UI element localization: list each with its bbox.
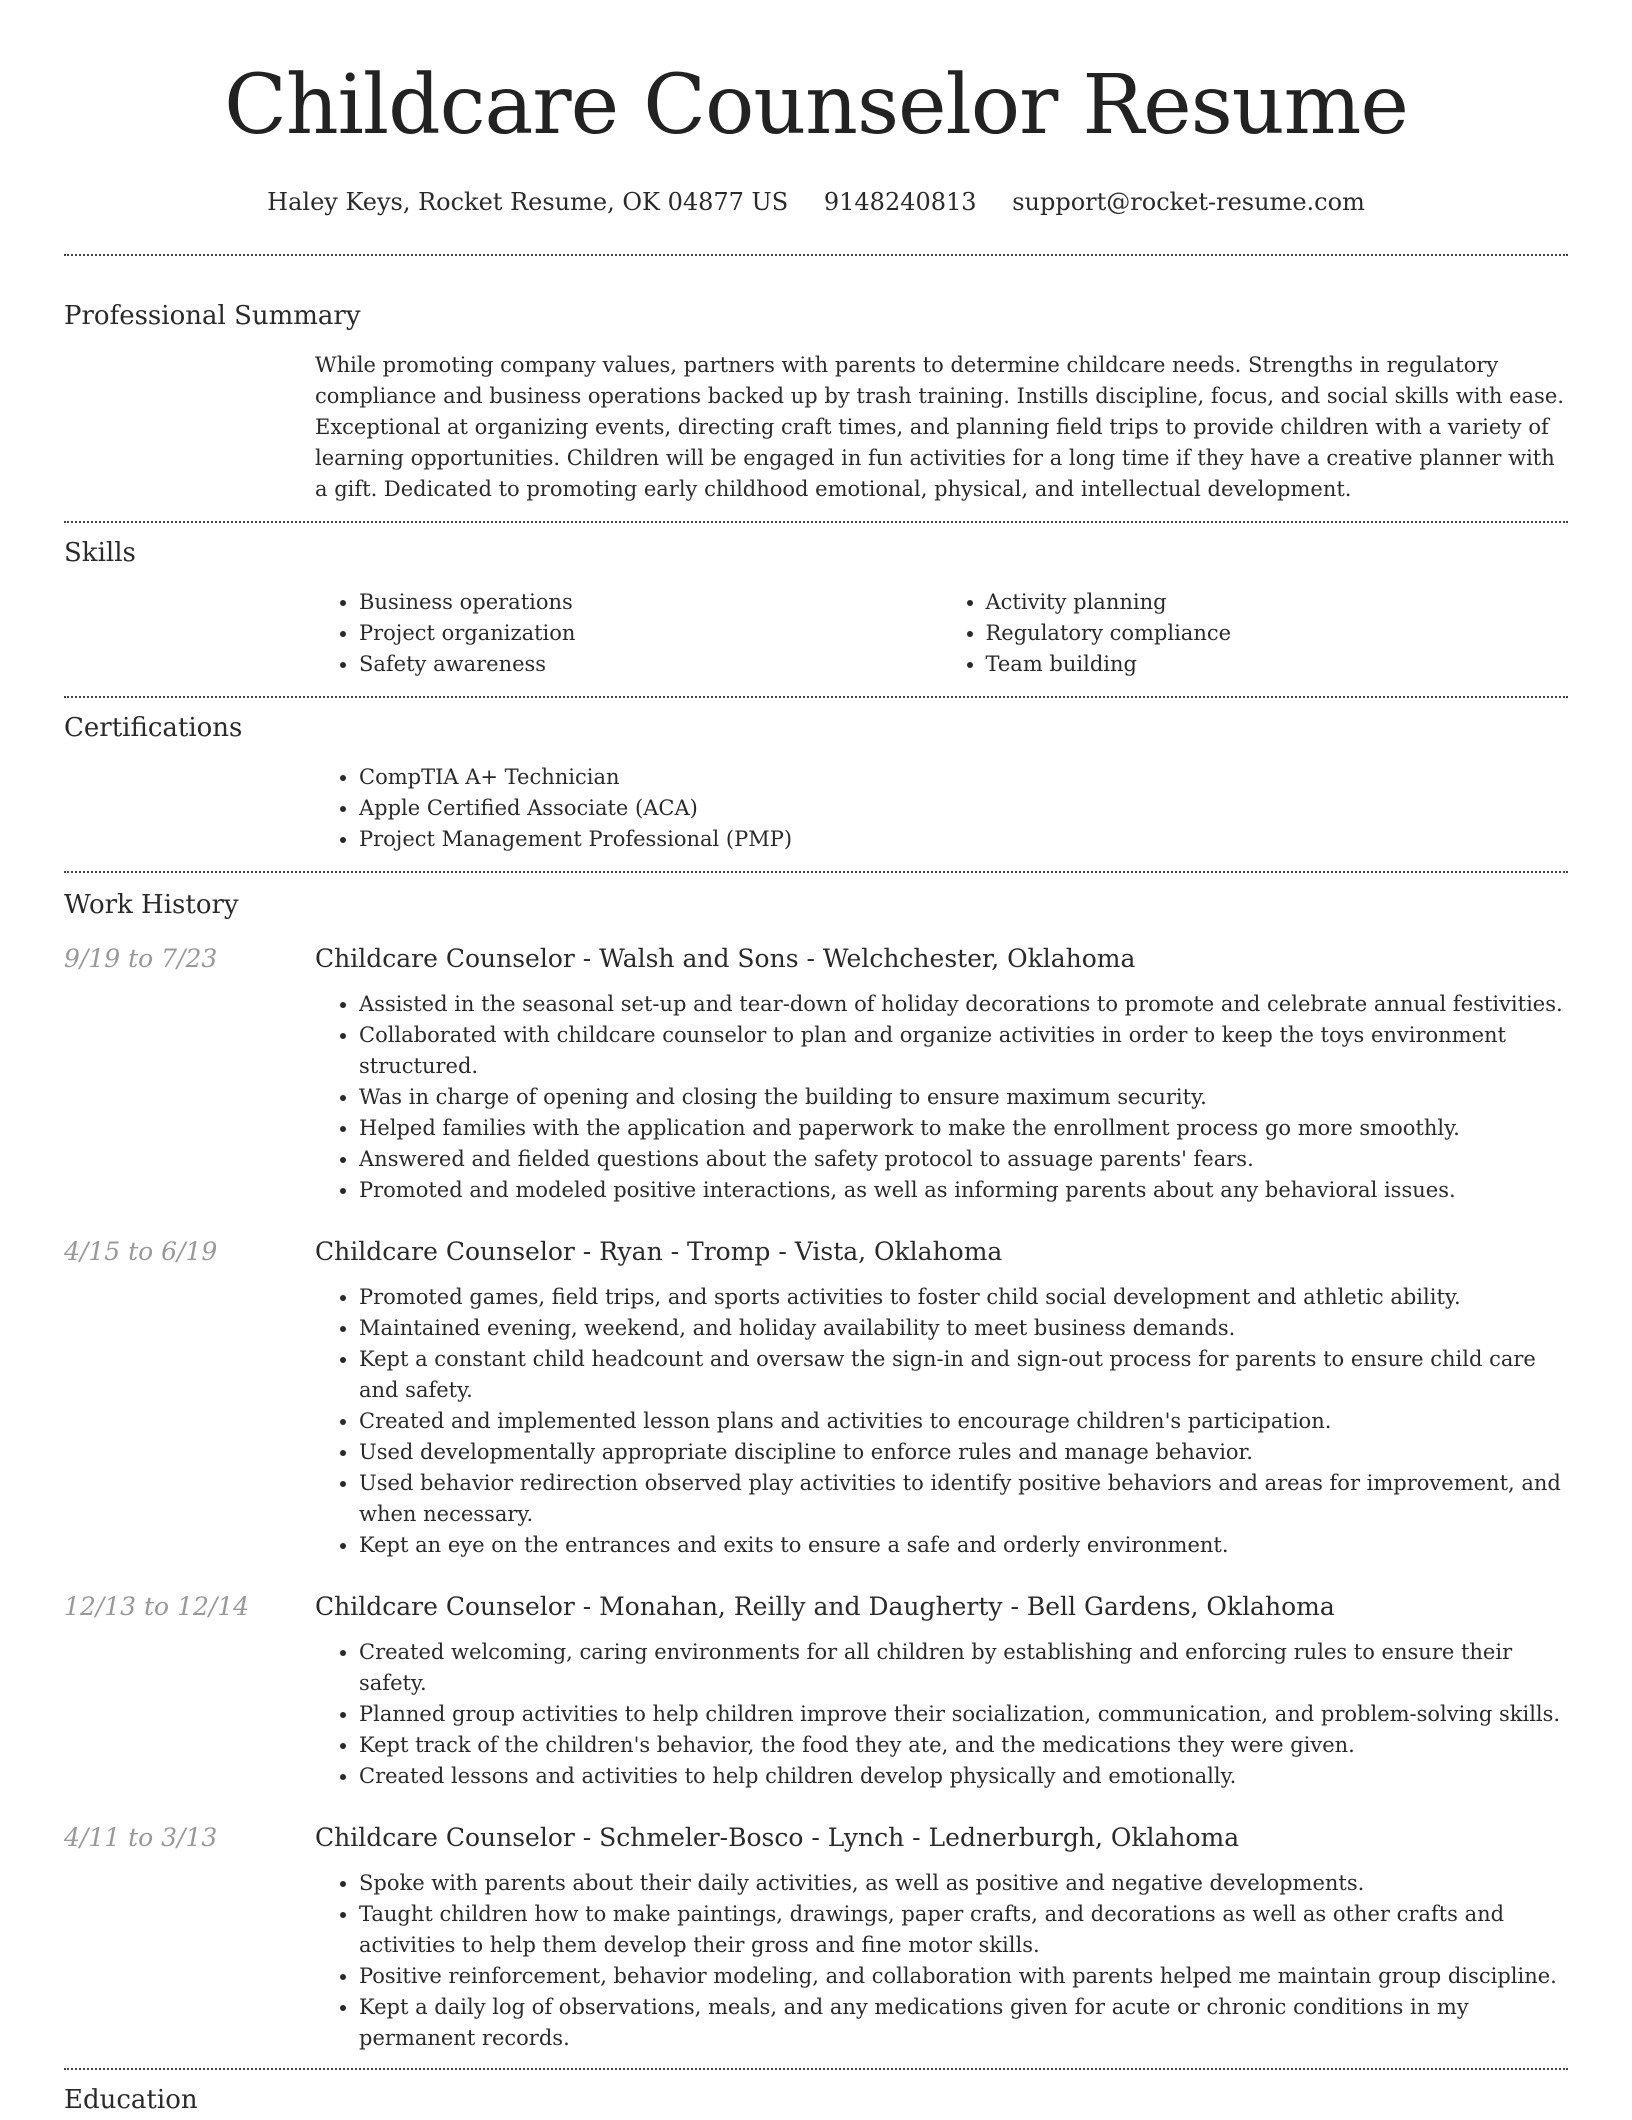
job-entry xyxy=(64,1234,1568,1561)
job-bullet: • Positive reinforcement, behavior modeling, and collaboration with parents helped me maintain group discipline. xyxy=(359,1961,1568,1992)
summary-heading: Professional Summary xyxy=(64,301,361,331)
job-bullet: • Kept a constant child headcount and oversaw the sign-in and sign-out process for parents to ensure child care and safety. xyxy=(359,1344,1568,1406)
job-title: Childcare Counselor - Schmeler-Bosco - Lynch - Lednerburgh, Oklahoma xyxy=(315,1823,1240,1852)
summary-text: While promoting company values, partners with parents to determine childcare needs. Strengths in regulatory compliance and business operations backed up by trash training. Instills discipline, focus, and social skills with ease. Exceptional at organizing events, directing craft times, and planning field trips to provide children with a variety of learning opportunities. Children will be engaged in fun activities for a long time if they have a creative planner with a gift. Dedicated to promoting early childhood emotional, physical, and intellectual development. xyxy=(315,353,1564,501)
divider xyxy=(64,696,1568,698)
job-bullet: • Promoted and modeled positive interactions, as well as informing parents about any behavioral issues. xyxy=(359,1175,1568,1206)
job-bullet: • Spoke with parents about their daily activities, as well as positive and negative developments. xyxy=(359,1868,1568,1899)
contact-email: support@rocket-resume.com xyxy=(1012,188,1365,216)
job-bullet: • Promoted games, field trips, and sports activities to foster child social development and athletic ability. xyxy=(359,1282,1568,1313)
job-bullet: • Maintained evening, weekend, and holiday availability to meet business demands. xyxy=(359,1313,1568,1344)
job-bullets xyxy=(315,1868,1568,2054)
job-bullet: • Taught children how to make paintings, drawings, paper crafts, and decorations as well as other crafts and activities to help them develop their gross and fine motor skills. xyxy=(359,1899,1568,1961)
job-dates: 9/19 to 7/23 xyxy=(64,944,218,973)
job-bullet: • Planned group activities to help children improve their socialization, communication, and problem-solving skills. xyxy=(359,1699,1568,1730)
job-bullet: • Created and implemented lesson plans and activities to encourage children's participation. xyxy=(359,1406,1568,1437)
skills-heading: Skills xyxy=(64,538,136,568)
job-dates: 4/15 to 6/19 xyxy=(64,1237,218,1266)
divider xyxy=(64,254,1568,256)
certifications-list xyxy=(315,762,1568,855)
job-bullet: • Created welcoming, caring environments for all children by establishing and enforcing rules to ensure their safety. xyxy=(359,1637,1568,1699)
certification-item: • CompTIA A+ Technician xyxy=(359,762,1568,793)
job-bullet: • Collaborated with childcare counselor to plan and organize activities in order to keep the toys environment structured. xyxy=(359,1020,1568,1082)
skill-item: • Regulatory compliance xyxy=(986,618,1569,649)
certifications-heading: Certifications xyxy=(64,713,243,743)
education-heading: Education xyxy=(64,2085,198,2115)
job-entry xyxy=(64,1589,1568,1792)
job-title: Childcare Counselor - Walsh and Sons - Welchchester, Oklahoma xyxy=(315,944,1136,973)
divider xyxy=(64,2068,1568,2070)
contact-phone: 9148240813 xyxy=(823,188,977,216)
skill-item: • Activity planning xyxy=(986,587,1569,618)
divider xyxy=(64,521,1568,523)
job-bullet: • Used developmentally appropriate discipline to enforce rules and manage behavior. xyxy=(359,1437,1568,1468)
work-heading: Work History xyxy=(64,890,239,920)
job-dates: 4/11 to 3/13 xyxy=(64,1823,218,1852)
job-bullets xyxy=(315,1282,1568,1561)
job-bullet: • Helped families with the application and paperwork to make the enrollment process go more smoothly. xyxy=(359,1113,1568,1144)
job-bullets xyxy=(315,1637,1568,1792)
skills-column-left xyxy=(315,587,942,680)
divider xyxy=(64,871,1568,873)
job-title: Childcare Counselor - Monahan, Reilly and Daugherty - Bell Gardens, Oklahoma xyxy=(315,1592,1335,1621)
job-title: Childcare Counselor - Ryan - Tromp - Vista, Oklahoma xyxy=(315,1237,1003,1266)
job-entry xyxy=(64,941,1568,1206)
skill-item: • Business operations xyxy=(359,587,942,618)
skills-list xyxy=(315,587,1568,680)
contact-line xyxy=(64,184,1568,220)
skill-item: • Project organization xyxy=(359,618,942,649)
job-entry xyxy=(64,1820,1568,2054)
job-bullet: • Kept a daily log of observations, meals, and any medications given for acute or chronic conditions in my permanent records. xyxy=(359,1992,1568,2054)
job-bullet: • Was in charge of opening and closing the building to ensure maximum security. xyxy=(359,1082,1568,1113)
job-bullet: • Assisted in the seasonal set-up and tear-down of holiday decorations to promote and celebrate annual festivities. xyxy=(359,989,1568,1020)
contact-address: Haley Keys, Rocket Resume, OK 04877 US xyxy=(267,188,789,216)
job-bullet: • Kept track of the children's behavior, the food they ate, and the medications they were given. xyxy=(359,1730,1568,1761)
job-bullet: • Kept an eye on the entrances and exits to ensure a safe and orderly environment. xyxy=(359,1530,1568,1561)
skill-item: • Safety awareness xyxy=(359,649,942,680)
resume-page xyxy=(64,0,1568,2120)
job-bullet: • Answered and fielded questions about the safety protocol to assuage parents' fears. xyxy=(359,1144,1568,1175)
job-bullet: • Created lessons and activities to help children develop physically and emotionally. xyxy=(359,1761,1568,1792)
job-bullet: • Used behavior redirection observed play activities to identify positive behaviors and areas for improvement, and when necessary. xyxy=(359,1468,1568,1530)
certification-item: • Project Management Professional (PMP) xyxy=(359,824,1568,855)
job-bullets xyxy=(315,989,1568,1206)
skill-item: • Team building xyxy=(986,649,1569,680)
skills-column-right xyxy=(942,587,1569,680)
job-dates: 12/13 to 12/14 xyxy=(64,1592,250,1621)
certification-item: • Apple Certified Associate (ACA) xyxy=(359,793,1568,824)
resume-title: Childcare Counselor Resume xyxy=(224,58,1408,153)
